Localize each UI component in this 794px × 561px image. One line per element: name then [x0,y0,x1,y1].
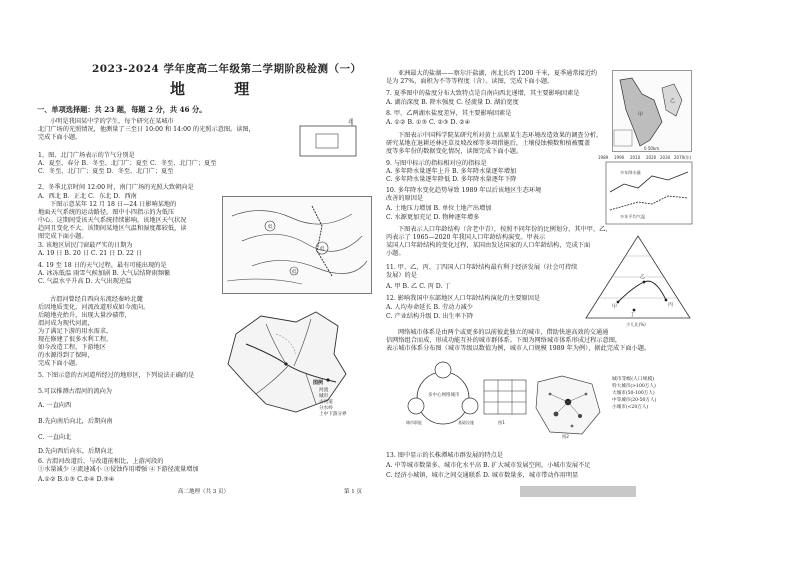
question-1: 1、图、北门广场表示的节气分别是 [38,152,135,159]
year-tick: 2020 [646,155,657,160]
question-10: 10. 多年降水变化趋势导致 1989 年以后该地区生态环境 [386,187,542,194]
node-label: 多中心网络城市 [428,393,460,398]
axis-caption: 少儿比(%) [626,322,646,327]
legend-item: 小城市(<20万人) [612,405,649,410]
passage3-line: 后因地质变化，河流改道形成如今流向。 [38,304,150,311]
question-5b: 5.可以推测古渭河的流向为 [38,388,112,395]
lake-label-b: 乙 [670,98,676,104]
city-map [532,372,606,440]
q5-option-b: B.先向南后向北，后期向南 [38,418,113,425]
q9-options: A. 多年降水量逐年上升 B. 多年降水量逐年增加 [386,168,517,175]
passage-line: 研究某地在退耕还林还草及坡改梯等多项措施后，土壤侵蚀模数和植被覆盖 [386,140,591,147]
question-6: 6. 古渭河改道后，与改道前相比，上游河段的 [38,458,164,465]
year-tick: 2030 [660,155,671,160]
q10-options: A. 土地压力增加 B. 单位土地产出增加 [386,205,492,212]
series-label: 多年平均气温 [620,214,646,219]
legend-item: 古河道 [319,400,333,405]
year-tick: 2070(年) [674,155,692,160]
passage3-line: 古渭河曾经自西向东流经秦岭北麓 [50,296,143,303]
figure-caption: 图1 [498,420,505,425]
q1-options: A．夏至、春分 B．冬至、北门广；夏至 C．冬至、北门广；夏至 [38,160,217,167]
q5-option-a: A. 一直向西 [38,402,72,409]
passage-line: 度等多年份的数据变化情况，读图完成下面小题。 [386,148,523,155]
legend-item: 分水岭 [319,406,333,411]
footer-page: 第 1 页 [344,489,362,495]
point-label: 丙 [668,302,674,308]
legend-item: 大城市(50-100万人) [612,391,655,396]
trend-chart [598,152,698,232]
question-13: 13. 图中显示的长株潭城市群发展的特点是 [386,452,503,459]
low-label: 低 [320,247,325,252]
passage2-line: 某国人口年龄结构的变化过程，某国由发达国家的人口年龄结构，完成下面 [386,242,591,249]
year-tick: 2010 [630,155,641,160]
q7-options: A. 湖泊深度 B. 降水强度 C. 径流量 D. 湖泊宽度 [386,99,519,106]
q3-options: A. 19 日 B. 20 日 C. 21 日 D. 22 日 [38,250,143,257]
passage2-line: 小题。 [386,250,405,257]
legend-item: 上中下游分界 [319,412,347,417]
passage3-line: 信网络组合而成，形成功能互补的城市群体系。下图为网络城市体系形成过程示意图， [386,337,622,344]
low-label: 低 [268,225,273,230]
q4-options: C. 气温水平升高 D. 大气出现逆温 [38,278,132,285]
q5-option-d: D.先向西后向东，后期向北 [38,448,113,455]
q8-options: A. ①② B. ①③ C. ②③ D. ②④ [386,119,471,126]
point-label: 丁 [630,312,636,318]
passage-line: 下图表示中国科学院某研究所对黄土高原某生态环境改造效果的调查分析， [398,132,603,139]
redaction-bar [520,486,636,497]
weather-map [222,196,372,294]
series-label: 多年降水量 [620,170,641,175]
ternary-chart [578,232,698,328]
passage3-line: 如今改造工程，下游地区 [38,344,107,351]
footer-left: 高二地理（共 3 页） [178,489,229,495]
legend-item: 中等城市(20-50万人) [612,398,657,403]
year-tick: 1990 [614,155,625,160]
lake-map [612,70,692,152]
section-heading: 一、单项选择题：共 23 题，每题 2 分，共 46 分。 [37,105,207,114]
passage3-line: 渭河成为现代河流， [38,320,94,327]
question-3: 3. 该地区居民门窗最严实的日期为 [38,242,133,249]
q11-options: A. 甲 B. 乙 C. 丙 D. 丁 [386,283,451,290]
passage3-line: 为了满足下游的用水需求， [38,328,113,335]
node-label: 基础设施 [458,420,474,425]
passage2-line: 地面天气系统的运动路径，图中小四指示的为低压 [38,209,175,216]
question-2: 2、冬季北京时间 12:00 时，南门广场的光照大致朝向是 [38,184,194,191]
question-7: 7. 夏季图中的盐度分布大致特点是自南向西北递增，其主要影响因素是 [386,90,580,97]
passage1-line: 完成下面小题。 [38,134,82,141]
q12-options: A. 人均寿命延长 B. 劳动力减少 [386,304,473,311]
q12-options: C. 产业结构升级 D. 出生率下降 [386,313,474,320]
legend-title: 城市等级(人口规模) [612,377,655,382]
figure-caption: 图2 [562,434,569,439]
passage3-line: 表示城市体系分布图（城市等级以数值为例，城市人口规模 1989 年为例），据此完成下面小题。 [386,345,651,352]
question-11: 11. 甲、乙、丙、丁四国人口年龄结构最有利于经济发展（社会可持续 [386,264,578,271]
passage2-line: 下图示意某年 12 月 18 日—24 日影响某地的 [50,201,177,208]
point-label: 乙 [640,274,646,280]
point-label: 甲 [612,304,618,310]
exam-title: 2023-2024 学年度高二年级第二学期阶段检测（一） [92,63,362,75]
network-city-diagram [398,358,528,438]
passage1-line: 北门广场的光照情况，他测量了三至日 10:00 和 14:00 的光照示意图。读图， [38,126,255,133]
question-12: 12. 影响我国中东部地区人口年龄结构演化的主要原因是 [386,295,541,302]
year-tick: 1989 [598,155,609,160]
question-4: 4. 19 至 18 日的天气过程，最有可能出现的是 [38,262,167,269]
question-5: 5. 下图示意的古河道所经过的地形区，下列说法正确的是 [38,372,195,379]
passage3-line: 后随地壳抬升，出现大量沙碛带， [38,312,131,319]
q9-options: C. 多年降水量逐年降低 D. 多年降水量逐年下降 [386,176,517,183]
passage3-line: 完成下面小题。 [38,360,82,367]
q1-options: C．冬至、北门广；夏至 D．冬至、北门广；夏至 [38,168,174,175]
legend-item: 河流 [319,388,329,393]
north-label: 北 [348,119,354,125]
q6-options: A.①② B.①③ C.②④ D.③④ [38,476,115,483]
passage2-line: 图完成下面小题。 [38,233,88,240]
passage3-line: 网络城市体系是由两个或更多的以前彼此独立的城市，借助快速高效的交通通 [398,329,609,336]
scale-label: 0 50km [644,146,660,151]
intro-line: 是为 27%，面积为不等等程度（含）。读图，完成下面小题。 [386,78,554,85]
q10-options: C. 水源更加充足 D. 物种逐年增多 [386,214,480,221]
passage3-line: 现在修建了很多水利工程， [38,336,113,343]
passage1-line: 小明是我国某中学的学生，每个研究在某城市 [50,118,174,125]
q13-options: A. 中等城市数量多、城市化水平高 B. 扩大城市发展空间，小城市发展不足 [386,462,591,469]
low-label: 低 [292,270,297,275]
passage2-line: 中心。这期间受该天气系统持续影响，该地区天气状况 [38,217,187,224]
passage2-line: 趋同且变化不大。该期间某地区气温和湿度都较低，读 [38,225,187,232]
q6-options: ①水量减少 ②流速减小 ③侵蚀作用增强 ④下游径流量增加 [38,466,199,473]
passage2-line: 下图表示人口年龄结构（含老中青），按照不同年份的比例划分，其中甲、乙、 [398,226,612,233]
q2-options: A．西北 B．正北 C．东北 D．西南 [38,193,137,200]
question-8: 8. 甲、乙两湖水盐度差异，其主要影响因素是 [386,110,512,117]
passage3-line: 的水源得到了保障， [38,352,94,359]
question-10b: 改善的原因是 [386,195,424,202]
lake-label-a: 甲 [638,112,644,118]
intro-line: 亚洲最大的盐湖——察尔汗盐湖，南北长约 1200 千米，夏季通常接近约 [398,70,598,77]
node-label: 城市职能 [406,420,422,425]
question-9: 9. 与图中标示的指标相对应的指标是 [386,160,487,167]
legend-title: 图例 [313,380,324,386]
legend-item: 城市 [319,394,329,399]
sun-shadow-figure [292,116,364,168]
q4-options: A. 冰冻低温 雨雪气候加剧 B. 大气层结降雨频繁 [38,270,171,277]
subject-title: 地 理 [170,80,272,98]
passage2-line: 丙表示了 1965—2020 年我国人口年龄结构演变。甲表示 [386,234,546,241]
q5-option-c: C. 一直向北 [38,434,72,441]
legend-item: 特大城市(>100万人) [612,384,656,389]
question-11b: 发展）的是 [386,272,417,279]
river-basin-map [216,304,364,422]
q13-options: C. 经济小城镇，城市之间交通联系 D. 城市数量多，城市带动作用明显 [386,472,579,479]
